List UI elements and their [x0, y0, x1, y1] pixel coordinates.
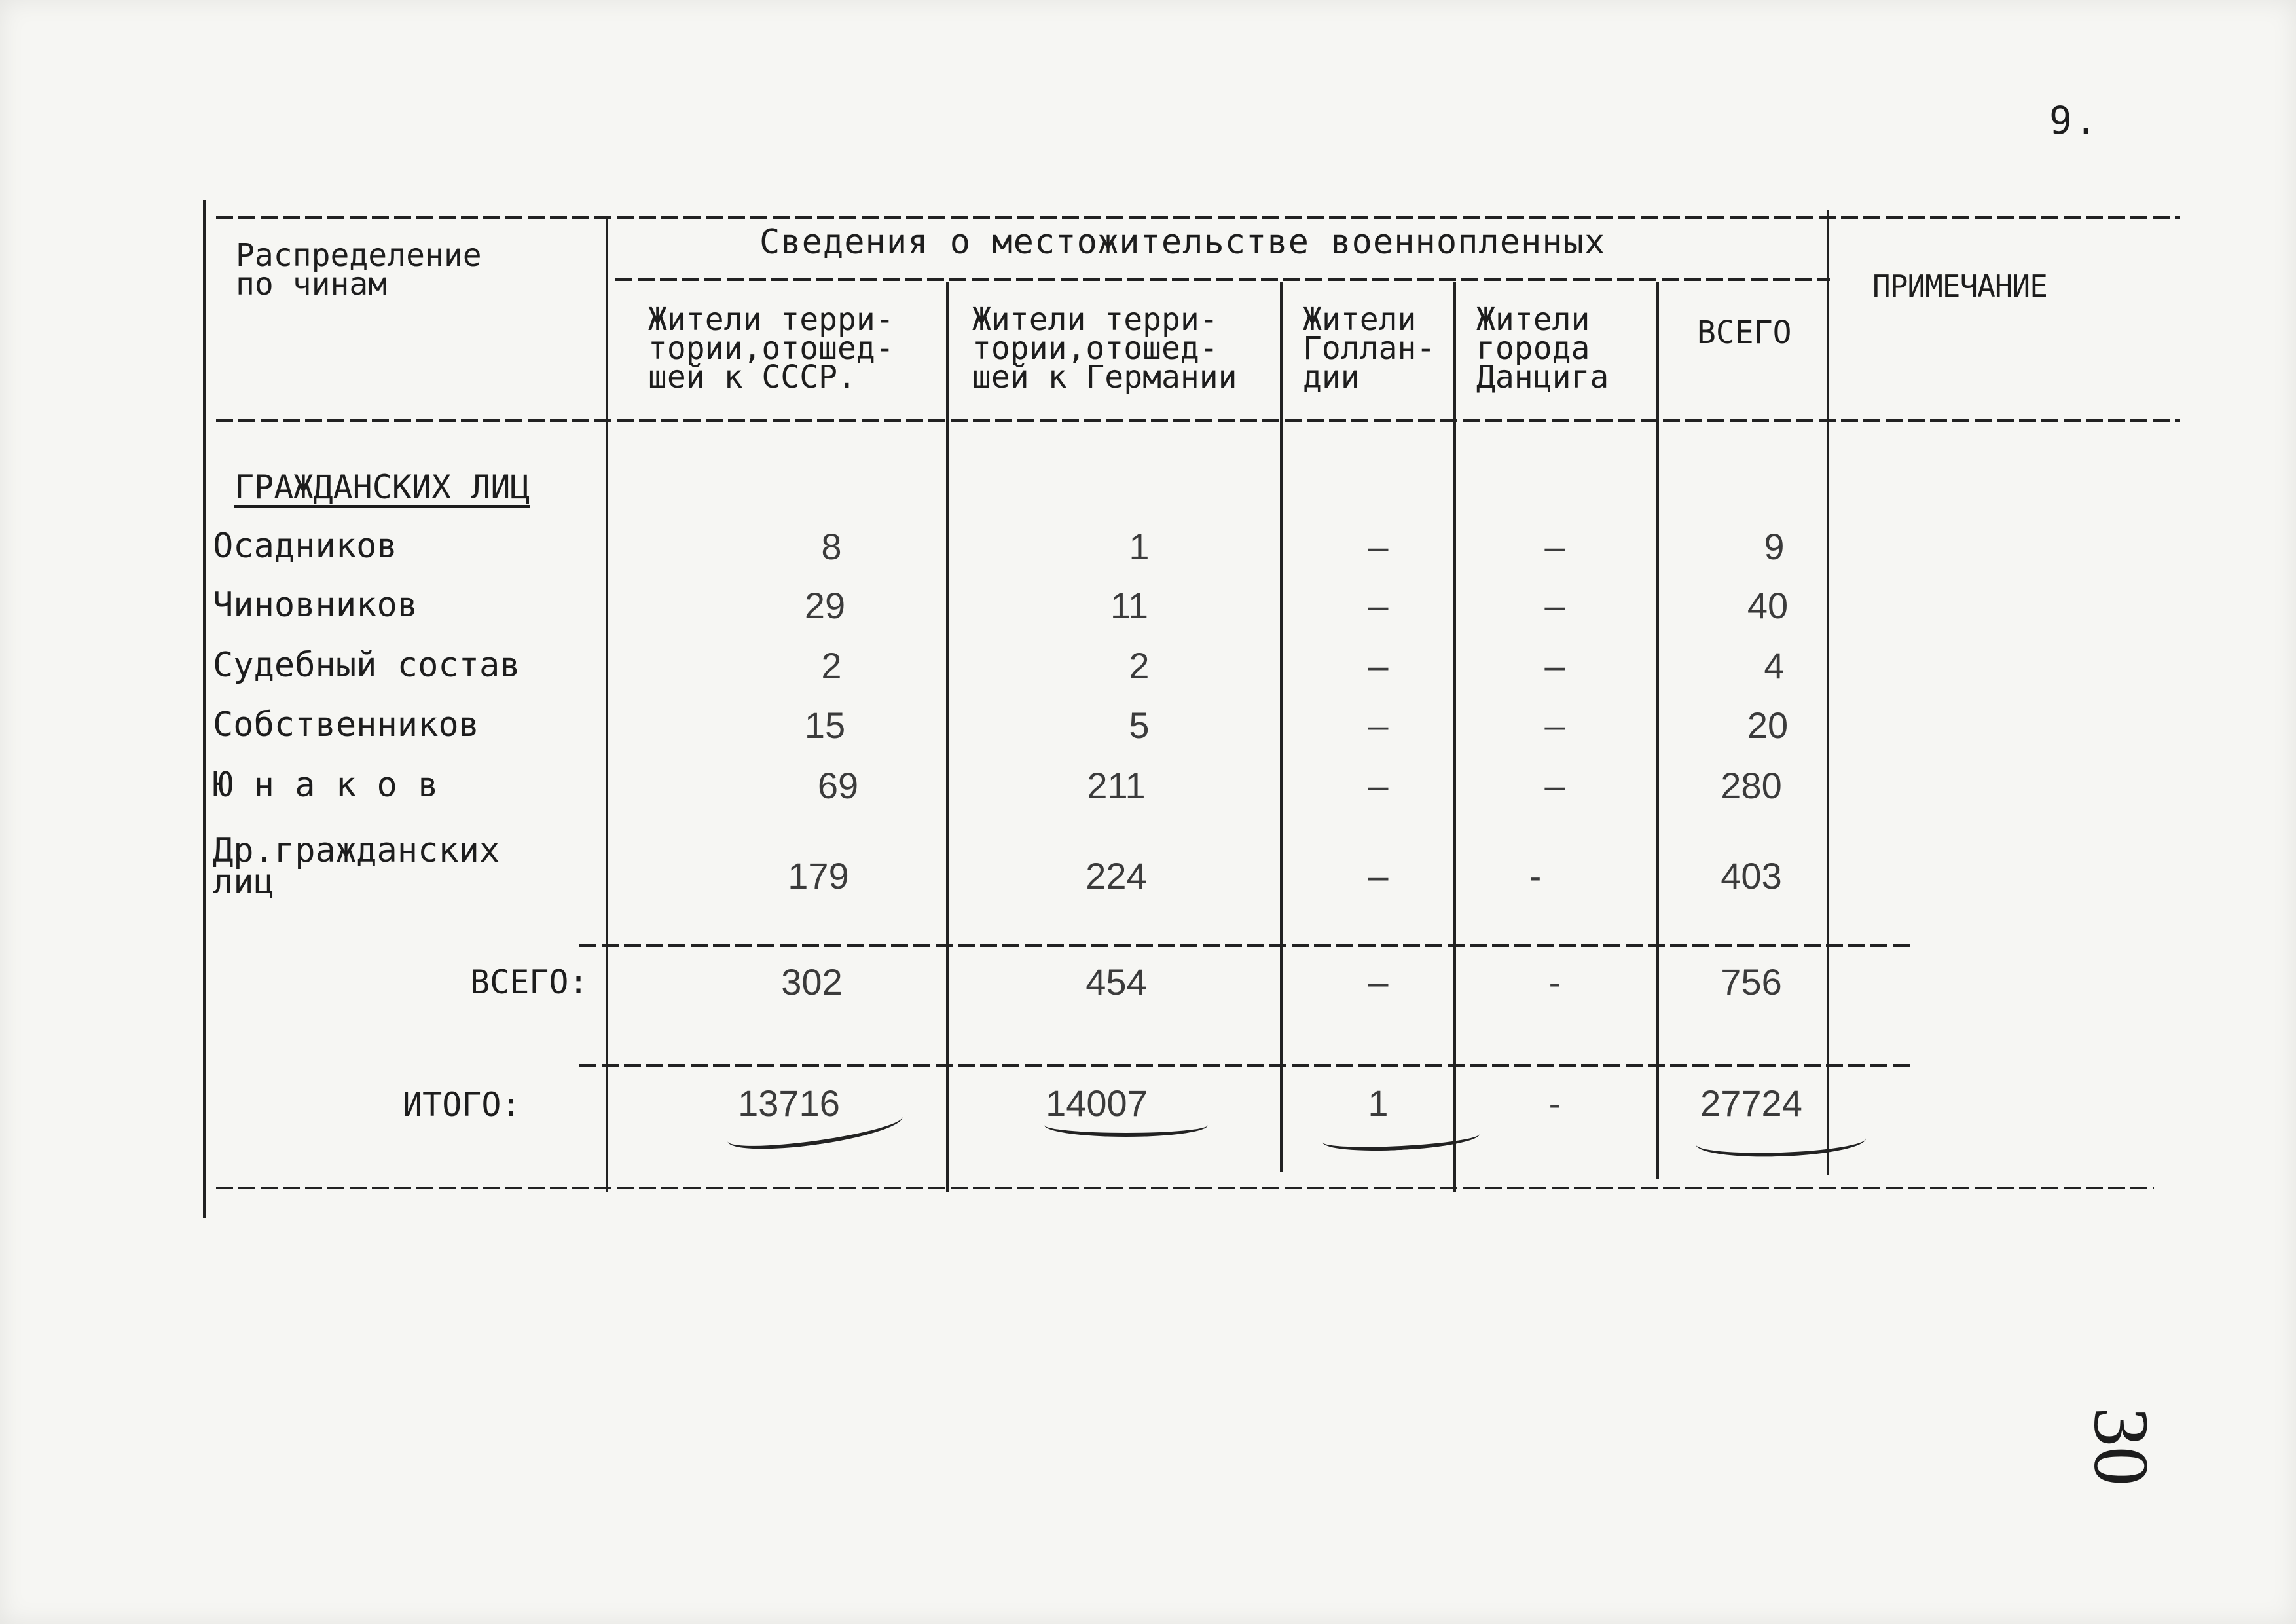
subtotal-label: ВСЕГО:: [470, 963, 589, 1001]
cell-ussr: 29: [804, 585, 846, 626]
subtotal-holland: –: [1368, 961, 1389, 1003]
cell-danzig: –: [1544, 526, 1565, 567]
grand-total-label: ИТОГО:: [403, 1086, 521, 1124]
cell-germany: 1: [1129, 526, 1150, 567]
grand-total-danzig: -: [1548, 1082, 1561, 1124]
note-header: ПРИМЕЧАНИЕ: [1872, 268, 2047, 304]
subtotal-germany: 454: [1085, 961, 1147, 1003]
subtotal-danzig: -: [1548, 961, 1561, 1003]
row-label: Судебный состав: [213, 646, 520, 685]
cell-holland: –: [1368, 855, 1389, 896]
cell-ussr: 69: [817, 765, 859, 806]
column-header-holland: Жители Голлан- дии: [1303, 301, 1436, 396]
subtotal-top-border: [579, 944, 1912, 947]
cell-germany: 2: [1129, 645, 1150, 686]
cell-holland: –: [1368, 645, 1389, 686]
cell-germany: 224: [1085, 855, 1147, 896]
cell-ussr: 8: [821, 526, 842, 567]
column-header-danzig: Жители города Данцига: [1476, 301, 1609, 396]
handwritten-underline: [1044, 1113, 1208, 1137]
table-divider-total: [1827, 210, 1829, 1175]
grand-total-germany: 14007: [1046, 1082, 1148, 1124]
cell-danzig: –: [1544, 645, 1565, 686]
cell-ussr: 2: [821, 645, 842, 686]
cell-germany: 5: [1129, 705, 1150, 746]
handwritten-folio-number: 30: [2078, 1407, 2165, 1486]
cell-holland: –: [1368, 585, 1389, 626]
handwritten-underline: [1322, 1122, 1480, 1154]
table-left-border: [203, 200, 206, 1218]
cell-holland: –: [1368, 526, 1389, 567]
table-divider-rank: [606, 216, 608, 1192]
table-divider-germany: [1280, 282, 1283, 1172]
cell-danzig: –: [1544, 585, 1565, 626]
row-label: Осадников: [213, 526, 397, 566]
grand-total-ussr: 13716: [738, 1082, 840, 1124]
table-divider-holland: [1453, 282, 1456, 1192]
group-header-underline: [615, 278, 1830, 281]
grand-total-holland: 1: [1368, 1082, 1389, 1124]
cell-total: 40: [1747, 585, 1789, 626]
column-header-total: ВСЕГО: [1697, 314, 1792, 351]
cell-danzig: -: [1529, 855, 1542, 896]
rank-header: Распределение по чинам: [236, 237, 482, 303]
row-label: Др.гражданских лиц: [213, 831, 500, 902]
cell-total: 4: [1764, 645, 1785, 686]
cell-ussr: 179: [788, 855, 849, 896]
cell-total: 9: [1764, 526, 1785, 567]
section-title: ГРАЖДАНСКИХ ЛИЦ: [234, 468, 530, 506]
cell-total: 20: [1747, 705, 1789, 746]
cell-danzig: –: [1544, 705, 1565, 746]
grand-total-top-border: [579, 1064, 1912, 1067]
table-divider-danzig: [1656, 282, 1659, 1179]
grand-total-total: 27724: [1700, 1082, 1802, 1124]
group-header: Сведения о местожительстве военнопленных: [759, 223, 1606, 262]
table-top-border: [216, 216, 2180, 219]
page-number: 9.: [2049, 98, 2100, 143]
cell-total: 403: [1721, 855, 1782, 896]
column-header-germany: Жители терри- тории,отошед- шей к Германии: [972, 301, 1237, 396]
row-label: Ю н а к о в: [213, 766, 439, 805]
row-label: Чиновников: [213, 585, 418, 625]
table-divider-ussr: [946, 282, 949, 1192]
row-label: Собственников: [213, 705, 479, 745]
cell-germany: 211: [1087, 765, 1146, 806]
handwritten-underline: [1695, 1123, 1866, 1159]
cell-danzig: –: [1544, 765, 1565, 806]
cell-total: 280: [1721, 765, 1782, 806]
header-bottom-border: [216, 419, 2180, 422]
cell-holland: –: [1368, 705, 1389, 746]
cell-holland: –: [1368, 765, 1389, 806]
column-header-ussr: Жители терри- тории,отошед- шей к СССР.: [648, 301, 894, 396]
cell-ussr: 15: [804, 705, 846, 746]
table-bottom-border: [216, 1187, 2154, 1189]
cell-germany: 11: [1110, 585, 1149, 626]
subtotal-ussr: 302: [781, 961, 843, 1003]
subtotal-total: 756: [1721, 961, 1782, 1003]
